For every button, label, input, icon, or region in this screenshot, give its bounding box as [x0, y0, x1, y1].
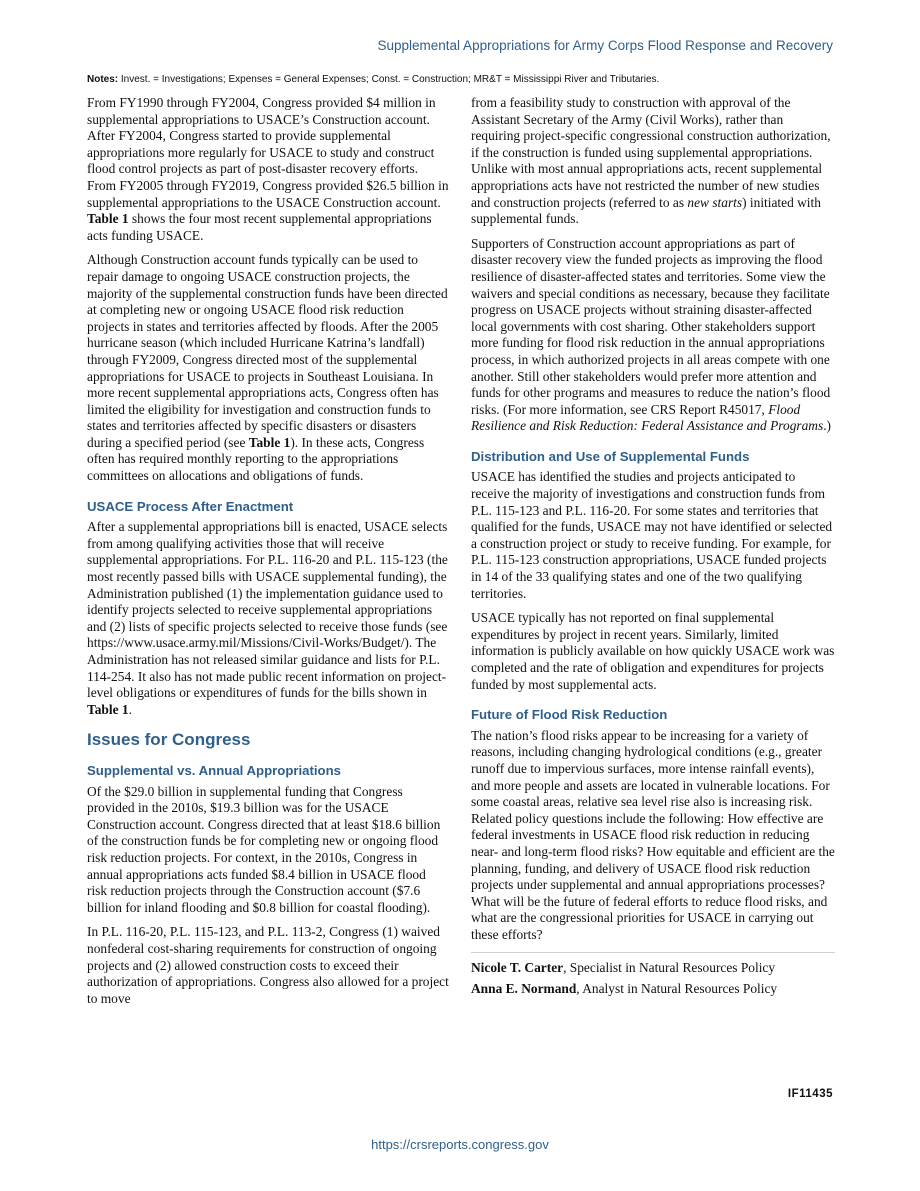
table-ref: Table 1	[87, 211, 129, 227]
left-column	[87, 95, 449, 1015]
author-line: Anna E. Normand, Analyst in Natural Resources Policy	[471, 980, 778, 996]
right-column	[471, 95, 835, 1001]
document-id: IF11435	[787, 1088, 833, 1100]
paragraph: After a supplemental appropriations bill is enacted, USACE selects from among qualifying activities those that will receive supplemental appropriations. For P.L. 116-20 and P.L. 115-123 (the most recently passed bills with USACE supplemental funding), the Administration published (1) the implementation guidance used to identify projects selected to receive supplemental appropriations and (2) lists of specific projects selected to receive those funds (see https://www.usace.army.mil/Missions/Civil-Works/Budget/). The Administration has not released similar guidance and lists for P.L. 114-254. It also has not made public recent information on project-level obligations or expenditures of funds for the bills shown in Table 1.	[87, 519, 448, 717]
paragraph: The nation’s flood risks appear to be increasing for a variety of reasons, including changing hydrological conditions (e.g., greater runoff due to impervious surfaces, more intense rainfall events), and more people and assets are located in vulnerable locations. For some coastal areas, relative sea level rise also is increasing risk. Related policy questions include the following: How effective are federal investments in USACE flood risk reduction in reducing near- and long-term flood risks? How equitable and efficient are the planning, funding, and delivery of USACE flood risk reduction projects under supplemental and annual appropriations processes? What will be the future of federal efforts to reduce flood risks, and what are the congressional priorities for USACE in carrying out these efforts?	[471, 727, 835, 942]
paragraph: USACE typically has not reported on final supplemental expenditures by project in recent years. Similarly, limited information is publicly available on how quickly USACE work was completed and the rate of obligation and expenditures for projects funded by most supplemental acts.	[471, 610, 835, 692]
section-heading: Future of Flood Risk Reduction	[471, 707, 668, 723]
paragraph: In P.L. 116-20, P.L. 115-123, and P.L. 113-2, Congress (1) waived nonfederal cost-sharing requirements for construction of ongoing projects and (2) allowed construction costs to exceed their authorization of appropriations. Congress also allowed for a project to move	[87, 924, 449, 1006]
notes-label: Notes:	[87, 74, 119, 85]
author-line: Nicole T. Carter, Specialist in Natural Resources Policy	[471, 959, 776, 975]
paragraph: Of the $29.0 billion in supplemental funding that Congress provided in the 2010s, $19.3 billion was for the USACE Construction account. Congress directed that at least $18.6 billion of the construction funds be for completing new or ongoing flood risk reduction projects. For context, in the 2010s, Congress in annual appropriations acts funded $8.4 billion in USACE flood risk reduction projects through the Construction account ($7.6 billion for inland flooding and $0.8 billion for coastal flooding).	[87, 783, 441, 915]
report-title: Flood Resilience and Risk Reduction: Federal Assistance and Programs	[471, 401, 824, 434]
section-heading: USACE Process After Enactment	[87, 498, 294, 514]
paragraph: USACE has identified the studies and projects anticipated to receive the majority of investigations and construction funds from P.L. 115-123 and P.L. 116-20. For some states and territories that qualified for the funds, USACE may not have identified or selected a construction project or study to receive funding. For example, for P.L. 115-123 construction appropriations, USACE funded projects in 14 of the 33 qualifying states and one of the two qualifying territories.	[471, 469, 833, 601]
author-name: Nicole T. Carter	[471, 959, 564, 975]
section-heading: Distribution and Use of Supplemental Funds	[471, 448, 750, 464]
major-heading: Issues for Congress	[87, 730, 251, 750]
table-notes	[87, 74, 847, 85]
table-ref: Table 1	[87, 701, 129, 717]
footer-link[interactable]: https://crsreports.congress.gov	[371, 1137, 549, 1152]
section-heading: Supplemental vs. Annual Appropriations	[87, 762, 342, 778]
divider	[471, 952, 835, 953]
table-ref: Table 1	[248, 434, 291, 450]
author-name: Anna E. Normand	[471, 980, 577, 996]
paragraph: Supporters of Construction account appropriations as part of disaster recovery view the funded projects as improving the flood resilience of disaster-affected states and territories. Some view the waivers and special conditions as necessary, because they facilitate progress on USACE projects without straining disaster-affected local governments with cost sharing. Other stakeholders support more funding for flood risk reduction in the annual appropriations process, in which authorized projects in all areas compete with one another. Still other stakeholders would prefer more attention and funds for other programs and measures to reduce the nation’s flood risks. (For more information, see CRS Report R45017, Flood Resilience and Risk Reduction: Federal Assistance and Programs.)	[471, 235, 831, 434]
paragraph: From FY1990 through FY2004, Congress provided $4 million in supplemental appropriations to USACE’s Construction account. After FY2004, Congress started to provide supplemental appropriations more regularly for USACE to study and construct flood control projects as part of post-disaster recovery efforts. From FY2005 through FY2019, Congress provided $26.5 billion in supplemental appropriations to the USACE Construction account. Table 1 shows the four most recent supplemental appropriations acts funding USACE.	[87, 95, 449, 243]
running-header: Supplemental Appropriations for Army Corps Flood Response and Recovery	[377, 38, 833, 53]
italic-term: new starts	[687, 194, 743, 210]
paragraph: Although Construction account funds typically can be used to repair damage to ongoing USACE construction projects, the majority of the supplemental construction funds have been directed at completing new or ongoing USACE flood risk reduction projects in states and territories affected by floods. After the 2005 hurricane season (which included Hurricane Katrina’s landfall) through FY2009, Congress directed most of the supplemental appropriations for USACE to projects in Southeast Louisiana. In more recent supplemental appropriations acts, Congress often has limited the eligibility for investigation and construction funds to states and territories affected by specific disasters or disasters during a specified period (see Table 1). In these acts, Congress often has required monthly reporting to the appropriations committees on allocations and obligations of funds.	[87, 252, 448, 484]
notes-text: Invest. = Investigations; Expenses = General Expenses; Const. = Construction; MR&T = Mississippi River and Tributaries.	[120, 74, 660, 85]
paragraph: from a feasibility study to construction with approval of the Assistant Secretary of the Army (Civil Works), rather than requiring project-specific congressional construction authorization, if the construction is funded using supplemental appropriations. Unlike with most annual appropriations acts, recent supplemental appropriations acts have not restricted the number of new studies and construction projects (referred to as new starts) initiated with supplemental funds.	[471, 95, 831, 227]
